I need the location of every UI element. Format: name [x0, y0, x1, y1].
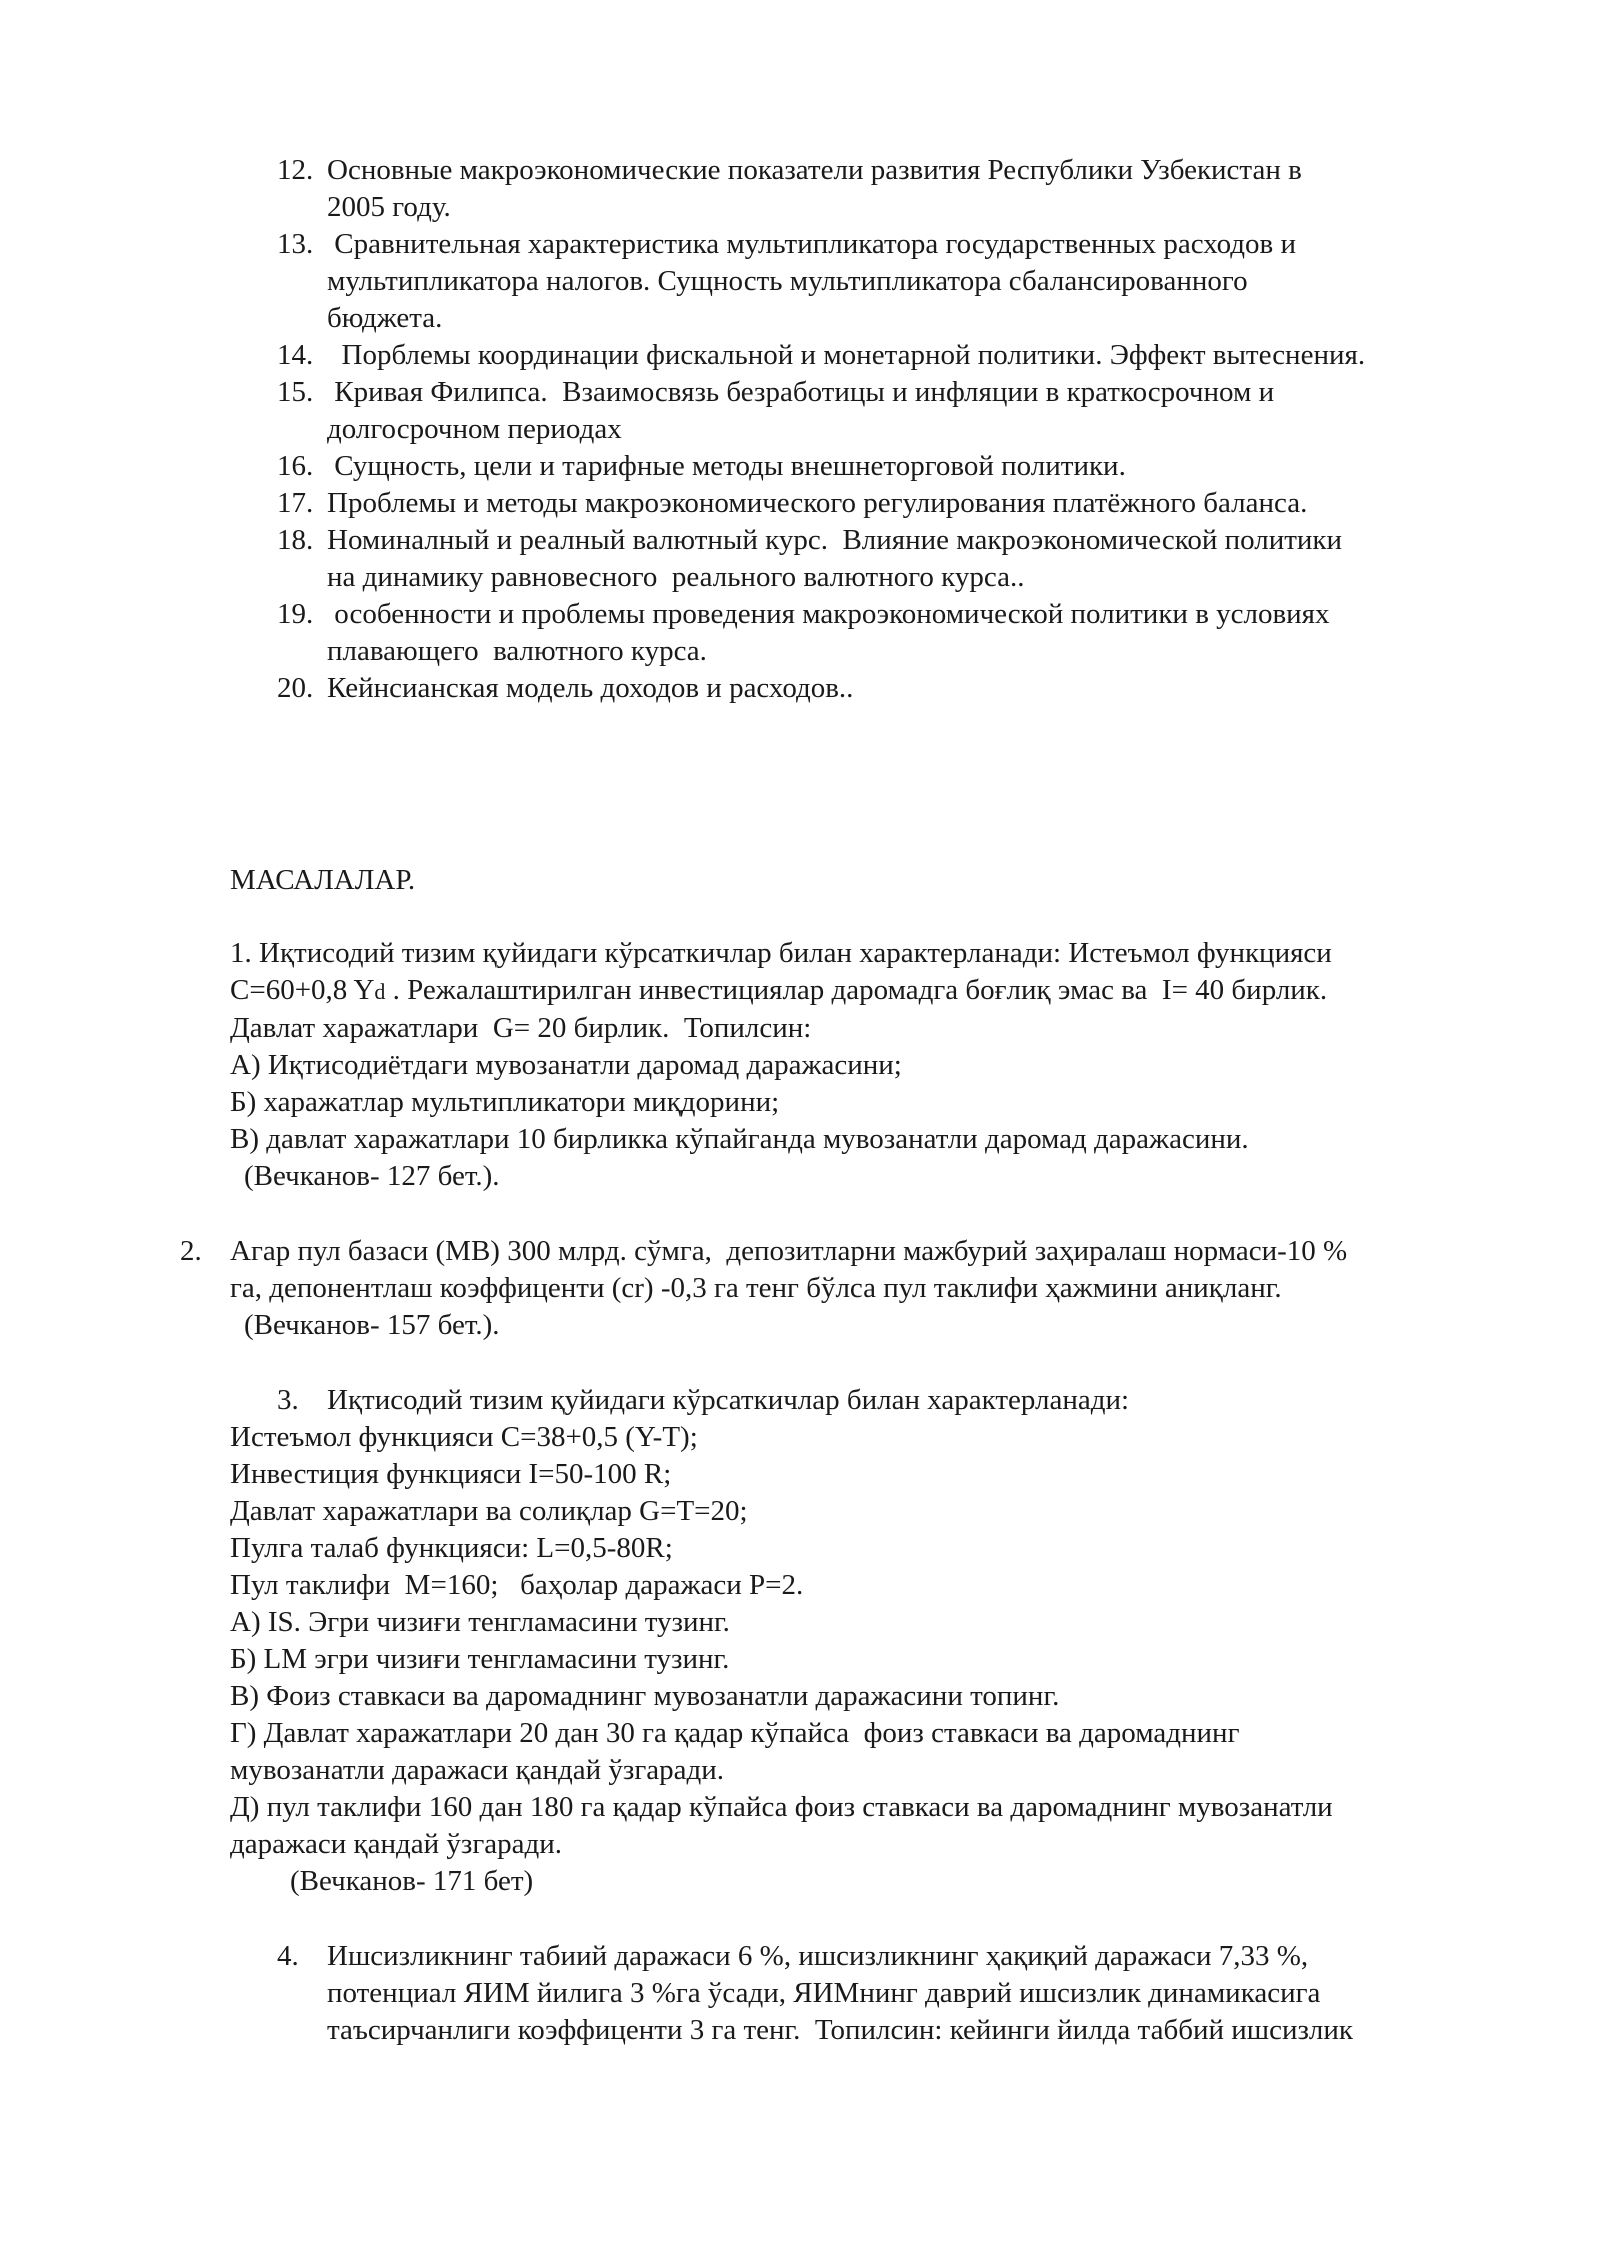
- problem-text: Г) Давлат харажатлари 20 дан 30 га қадар кўпайса фоиз ставкаси ва даромаднинг: [230, 1717, 1240, 1749]
- problem-text: Б) LM эгри чизиғи тенгламасини тузинг.: [230, 1643, 730, 1675]
- topic-text: бюджета.: [327, 302, 443, 334]
- problem-text: [230, 972, 1332, 1010]
- source-reference: (Вечканов- 127 бет.).: [244, 1160, 500, 1192]
- topic-number: 13.: [277, 228, 314, 260]
- problem-text: Давлат харажатлари G= 20 бирлик. Топилсин:: [230, 1012, 812, 1044]
- problem-text-rest: . Режалаштирилган инвестициялар даромадга боғлиқ эмас ва I= 40 бирлик.: [385, 974, 1328, 1006]
- problem-text: Агар пул базаси (MB) 300 млрд. сўмга, депозитларни мажбурий заҳиралаш нормаси-10 %: [230, 1235, 1348, 1267]
- topic-text: Проблемы и методы макроэкономического регулирования платёжного баланса.: [327, 487, 1308, 519]
- section-title: МАСАЛАЛАР.: [230, 864, 416, 896]
- topic-item-16: [0, 448, 1527, 485]
- topic-number: 19.: [277, 598, 314, 630]
- topic-text: Номиналный и реалный валютный курс. Влияние макроэкономической политики: [327, 524, 1343, 556]
- topic-text: на динамику равновесного реального валютного курса..: [327, 561, 1025, 593]
- topic-text: Сравнительная характеристика мультипликатора государственных расходов и: [327, 228, 1296, 260]
- topic-text: мультипликатора налогов. Сущность мультипликатора сбалансированного: [327, 265, 1248, 297]
- topic-number: 20.: [277, 672, 314, 704]
- problem-text: Пулга талаб функцияси: L=0,5-80R;: [230, 1532, 673, 1564]
- problem-text: мувозанатли даражаси қандай ўзгаради.: [230, 1754, 725, 1786]
- problem-text: потенциал ЯИМ йилига 3 %га ўсади, ЯИМнинг даврий ишсизлик динамикасига: [327, 1977, 1321, 2009]
- problem-heading: [230, 1382, 1333, 1419]
- topic-number: 12.: [277, 154, 314, 186]
- problem-text: В) давлат харажатлари 10 бирликка кўпайганда мувозанатли даромад даражасини.: [230, 1123, 1249, 1155]
- source-reference: (Вечканов- 171 бет): [290, 1865, 534, 1897]
- topic-text: 2005 году.: [327, 191, 451, 223]
- topic-number: 14.: [277, 339, 314, 371]
- problem-text: Ишсизликнинг табиий даражаси 6 %, ишсизликнинг ҳақиқий даражаси 7,33 %,: [327, 1940, 1309, 1972]
- problem-text: Пул таклифи M=160; баҳолар даражаси P=2.: [230, 1569, 804, 1601]
- problem-text: Иқтисодий тизим қуйидаги кўрсаткичлар билан характерланади:: [327, 1384, 1130, 1416]
- problem-text: Д) пул таклифи 160 дан 180 га қадар кўпайса фоиз ставкаси ва даромаднинг мувозанатли: [230, 1791, 1333, 1823]
- problem-text: А) Иқтисодиётдаги мувозанатли даромад даражасини;: [230, 1049, 902, 1081]
- problem-3: [230, 1382, 1333, 1900]
- topic-text: Основные макроэкономические показатели развития Республики Узбекистан в: [327, 154, 1302, 186]
- topic-item-17: [0, 485, 1527, 522]
- topic-list: [0, 152, 1600, 707]
- problem-number: 2.: [180, 1235, 202, 1267]
- formula-text: C=60+0,8 Y: [230, 974, 375, 1006]
- problem-2: [180, 1233, 1348, 1344]
- problem-text: даражаси қандай ўзгаради.: [230, 1828, 563, 1860]
- formula-subscript: d: [374, 979, 386, 1004]
- problem-text: 1. Иқтисодий тизим қуйидаги кўрсаткичлар билан характерланади: Истеъмол функцияси: [230, 937, 1332, 969]
- problem-1: [230, 935, 1332, 1195]
- topic-text: Кривая Филипса. Взаимосвязь безработицы и инфляции в краткосрочном и: [327, 376, 1275, 408]
- topic-number: 15.: [277, 376, 314, 408]
- topic-item-15: [0, 374, 1527, 448]
- problem-text: Б) харажатлар мультипликатори миқдорини;: [230, 1086, 780, 1118]
- topic-item-20: [0, 670, 1527, 707]
- topic-item-12: [0, 152, 1527, 226]
- topic-item-13: [0, 226, 1527, 337]
- problem-text: Давлат харажатлари ва солиқлар G=T=20;: [230, 1495, 748, 1527]
- topic-number: 18.: [277, 524, 314, 556]
- problem-number: 4.: [277, 1940, 299, 1972]
- topic-text: Кейнсианская модель доходов и расходов..: [327, 672, 854, 704]
- problem-text: Инвестиция функцияси I=50-100 R;: [230, 1458, 672, 1490]
- problem-text: А) IS. Эгри чизиғи тенгламасини тузинг.: [230, 1606, 730, 1638]
- topic-item-14: [0, 337, 1527, 374]
- topic-item-19: [0, 596, 1527, 670]
- problem-text: В) Фоиз ставкаси ва даромаднинг мувозанатли даражасини топинг.: [230, 1680, 1060, 1712]
- problem-4: [277, 1938, 1354, 2049]
- problem-text: таъсирчанлиги коэффиценти 3 га тенг. Топилсин: кейинги йилда таббий ишсизлик: [327, 2014, 1354, 2046]
- problem-text: га, депонентлаш коэффиценти (cr) -0,3 га тенг бўлса пул таклифи ҳажмини аниқланг.: [230, 1272, 1282, 1304]
- topic-number: 16.: [277, 450, 314, 482]
- topic-text: особенности и проблемы проведения макроэкономической политики в условиях: [327, 598, 1330, 630]
- topic-text: плавающего валютного курса.: [327, 635, 707, 667]
- topic-number: 17.: [277, 487, 314, 519]
- source-reference: (Вечканов- 157 бет.).: [244, 1309, 500, 1341]
- topic-text: долгосрочном периодах: [327, 413, 622, 445]
- topic-item-18: [0, 522, 1527, 596]
- topic-text: Порблемы координации фискальной и монетарной политики. Эффект вытеснения.: [327, 339, 1366, 371]
- problem-text: Истеъмол функцияси C=38+0,5 (Y-T);: [230, 1421, 698, 1453]
- topic-text: Сущность, цели и тарифные методы внешнеторговой политики.: [327, 450, 1126, 482]
- problem-number: 3.: [277, 1384, 299, 1416]
